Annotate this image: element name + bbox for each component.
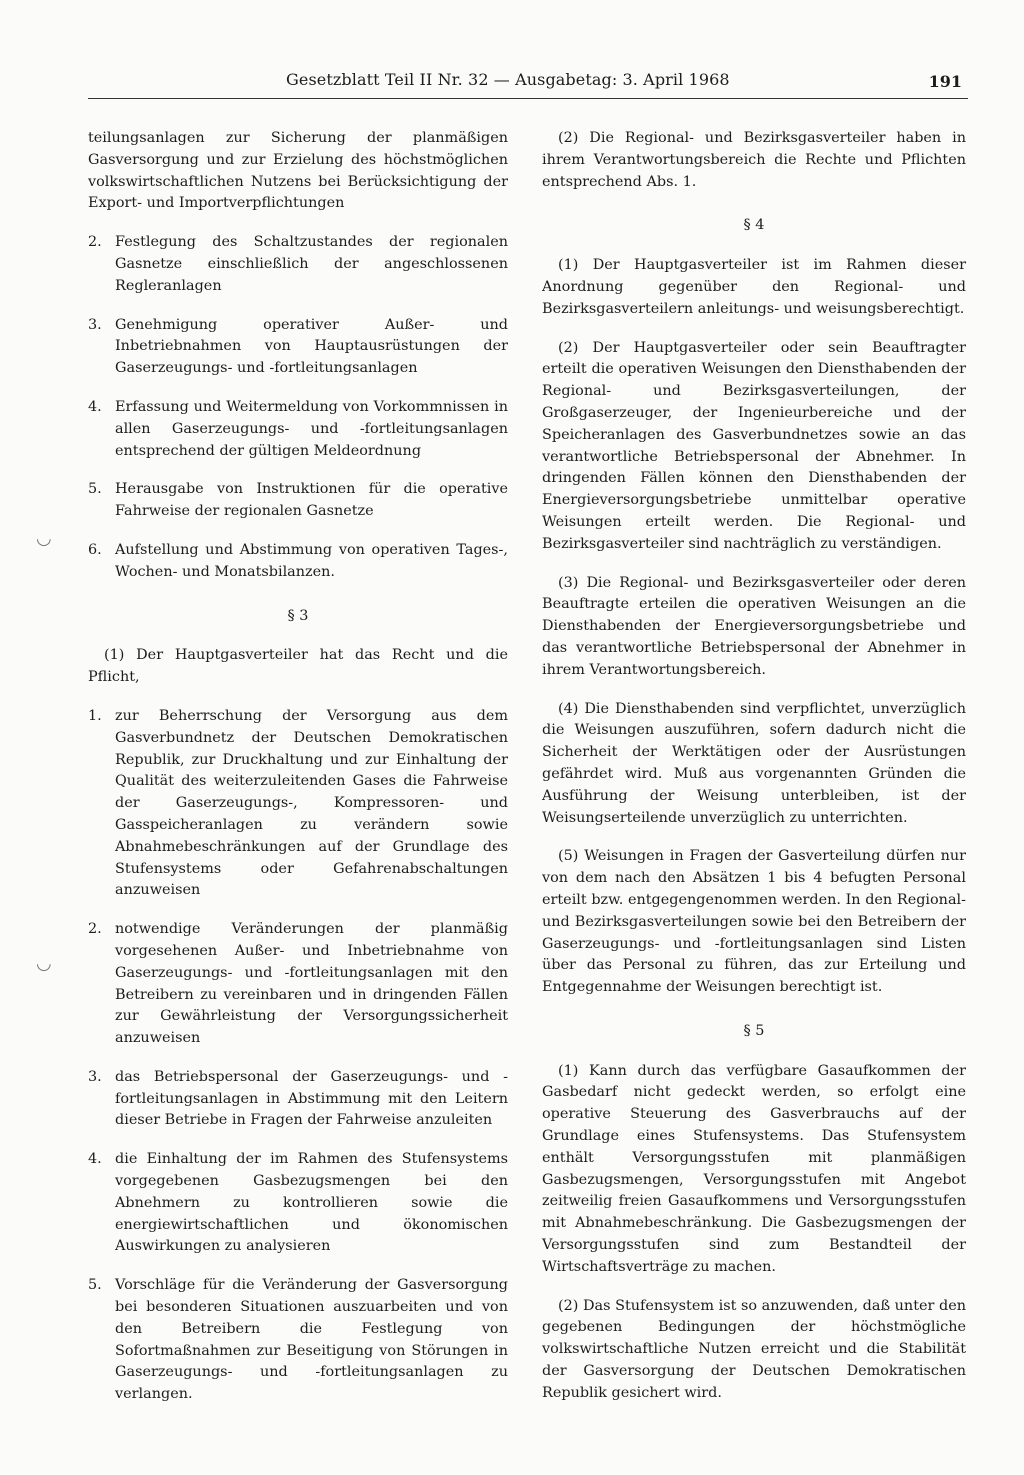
list-item — [88, 540, 508, 584]
list-item — [88, 479, 508, 523]
list-item — [88, 1149, 508, 1258]
list-text: Festlegung des Schaltzustandes der regionalen Gasnetze einschließlich der angeschlossenen Regleranlagen — [115, 234, 508, 294]
paragraph: (4) Die Diensthabenden sind verpflichtet, unverzüglich die Weisungen auszuführen, sofern dadurch nicht die Sicherheit der Werktätigen oder der Ausrüstungen gefährdet wird. Muß aus vorgenannten Gründen die Ausführung der Weisung unterbleiben, ist der Weisungserteilende unverzüglich zu unterrichten. — [542, 700, 966, 826]
list-number: 3. — [88, 316, 102, 333]
list-item — [88, 1275, 508, 1406]
header-title: Gesetzblatt Teil II Nr. 32 — Ausgabetag: 3. April 1968 — [286, 70, 730, 89]
header-rule — [88, 98, 968, 99]
list-number: 5. — [88, 1277, 102, 1294]
paragraph: (3) Die Regional- und Bezirksgasverteiler oder deren Beauftragte erteilen die operativen Weisungen an die Diensthabenden der Energieversorgungsbetriebe und das verantwortliche Betriebspersonal der Abnehmer in ihrem Verantwortungsbereich. — [542, 574, 966, 678]
paragraph: (1) Der Hauptgasverteiler ist im Rahmen dieser Anordnung gegenüber den Regional- und Bezirksgasverteilern anleitungs- und weisungsberechtigt. — [542, 257, 966, 317]
list-item — [88, 232, 508, 297]
paragraph: (5) Weisungen in Fragen der Gasverteilung dürfen nur von dem nach den Absätzen 1 bis 4 befugten Personal erteilt bzw. entgegengenommen werden. In den Regional- und Bezirksgasverteilungen sowie bei den Betreibern der Gaserzeugungs- und -fortleitungsanlagen sind Listen über das Personal zu führen, das zur Erteilung und Entgegennahme der Weisungen berechtigt ist. — [542, 848, 966, 996]
list-text: Vorschläge für die Veränderung der Gasversorgung bei besonderen Situationen auszuarbeiten und von den Betreibern die Festlegung von Sofortmaßnahmen zur Beseitigung von Störungen in Gaserzeugungs- und -fortleitungsanlagen zu verlangen. — [115, 1277, 508, 1403]
paragraph: (2) Das Stufensystem ist so anzuwenden, daß unter den gegebenen Bedingungen der höchstmögliche volkswirtschaftliche Nutzen erreicht und die Stabilität der Gasversorgung der Deutschen Demokratischen Republik gesichert wird. — [542, 1297, 966, 1401]
list-number: 6. — [88, 541, 102, 558]
intro-paragraph: teilungsanlagen zur Sicherung der planmäßigen Gasversorgung und zur Erzielung des höchstmöglichen volkswirtschaftlichen Nutzens bei Berücksichtigung der Export- und Importverpflichtungen — [88, 130, 508, 212]
list-item — [88, 919, 508, 1050]
list-item — [88, 397, 508, 462]
page-number: 191 — [928, 72, 962, 91]
list-text: Herausgabe von Instruktionen für die operative Fahrweise der regionalen Gasnetze — [115, 481, 508, 520]
section-heading-3: § 3 — [287, 607, 309, 624]
list-number: 2. — [88, 234, 102, 251]
list-number: 4. — [88, 1151, 102, 1168]
section-heading-4: § 4 — [743, 217, 765, 234]
section-heading-5: § 5 — [743, 1022, 765, 1039]
list-item — [88, 706, 508, 902]
list-number: 2. — [88, 921, 102, 938]
list-text: zur Beherrschung der Versorgung aus dem Gasverbundnetz der Deutschen Demokratischen Republik, zur Druckhaltung und zur Einhaltung der Qualität des weiterzuleitenden Gases die Fahrweise der Gaserzeugungs-, Kompressoren- und Gasspeicheranlagen zu verändern sowie Abnahmebeschränkungen auf der Grundlage des Stufensystems oder Gefahrenabschaltungen anzuweisen — [115, 707, 508, 899]
list-number: 5. — [88, 481, 102, 498]
list-number: 3. — [88, 1068, 102, 1085]
page-header — [88, 70, 970, 96]
margin-mark: ◡ — [36, 953, 52, 974]
margin-mark: ◡ — [36, 528, 52, 549]
paragraph: (2) Die Regional- und Bezirksgasverteiler haben in ihrem Verantwortungsbereich die Rechte und Pflichten entsprechend Abs. 1. — [542, 130, 966, 190]
right-column — [542, 128, 966, 1422]
list-text: Genehmigung operativer Außer- und Inbetriebnahmen von Hauptausrüstungen der Gaserzeugungs- und -fortleitungsanlagen — [115, 316, 508, 377]
list-text: Aufstellung und Abstimmung von operativen Tages-, Wochen- und Monatsbilanzen. — [115, 541, 508, 580]
list-item — [88, 1067, 508, 1132]
paragraph: (2) Der Hauptgasverteiler oder sein Beauftragter erteilt die operativen Weisungen den Diensthabenden der Regional- und Bezirksgasverteilungen, der Großgaserzeuger, der Ingenieurbereiche und der Speicheranlagen des Gasverbundnetzes sowie an das verantwortliche Betriebspersonal der Abnehmer. In dringenden Fällen können den Diensthabenden der Energieversorgungsbetriebe unmittelbar operative Weisungen erteilt werden. Die Regional- und Bezirksgasverteiler sind nachträglich zu verständigen. — [542, 339, 966, 552]
list-number: 1. — [88, 707, 102, 724]
list-number: 4. — [88, 398, 102, 415]
list-text: notwendige Veränderungen der planmäßig vorgesehenen Außer- und Inbetriebnahme von Gaserzeugungs- und -fortleitungsanlagen mit den Betreibern zu vereinbaren und in dringenden Fällen zur Gewährleistung der Versorgungssicherheit anzuweisen — [115, 921, 508, 1047]
left-column — [88, 128, 508, 1423]
paragraph: (1) Kann durch das verfügbare Gasaufkommen der Gasbedarf nicht gedeckt werden, so erfolgt eine operative Steuerung des Gasverbrauchs auf der Grundlage eines Stufensystems. Das Stufensystem enthält Versorgungsstufen mit planmäßigen Gasbezugsmengen, Versorgungsstufen mit Angebot zeitweilig freien Gasaufkommens und Versorgungsstufen mit Abnahmebeschränkung. Die Gasbezugsmengen der Versorgungsstufen sind zum Bestandteil der Wirtschaftsverträge zu machen. — [542, 1062, 966, 1275]
list-text: die Einhaltung der im Rahmen des Stufensystems vorgegebenen Gasbezugsmengen bei den Abnehmern zu kontrollieren sowie die energiewirtschaftlichen und ökonomischen Auswirkungen zu analysieren — [115, 1151, 508, 1255]
list-text: Erfassung und Weitermeldung von Vorkommnissen in allen Gaserzeugungs- und -fortleitungsanlagen entsprechend der gültigen Meldeordnung — [115, 398, 508, 459]
paragraph: (1) Der Hauptgasverteiler hat das Recht und die Pflicht, — [88, 647, 508, 686]
list-text: das Betriebspersonal der Gaserzeugungs- und -fortleitungsanlagen in Abstimmung mit den Leitern dieser Betriebe in Fragen der Fahrweise anzuleiten — [115, 1068, 508, 1129]
list-item — [88, 315, 508, 380]
